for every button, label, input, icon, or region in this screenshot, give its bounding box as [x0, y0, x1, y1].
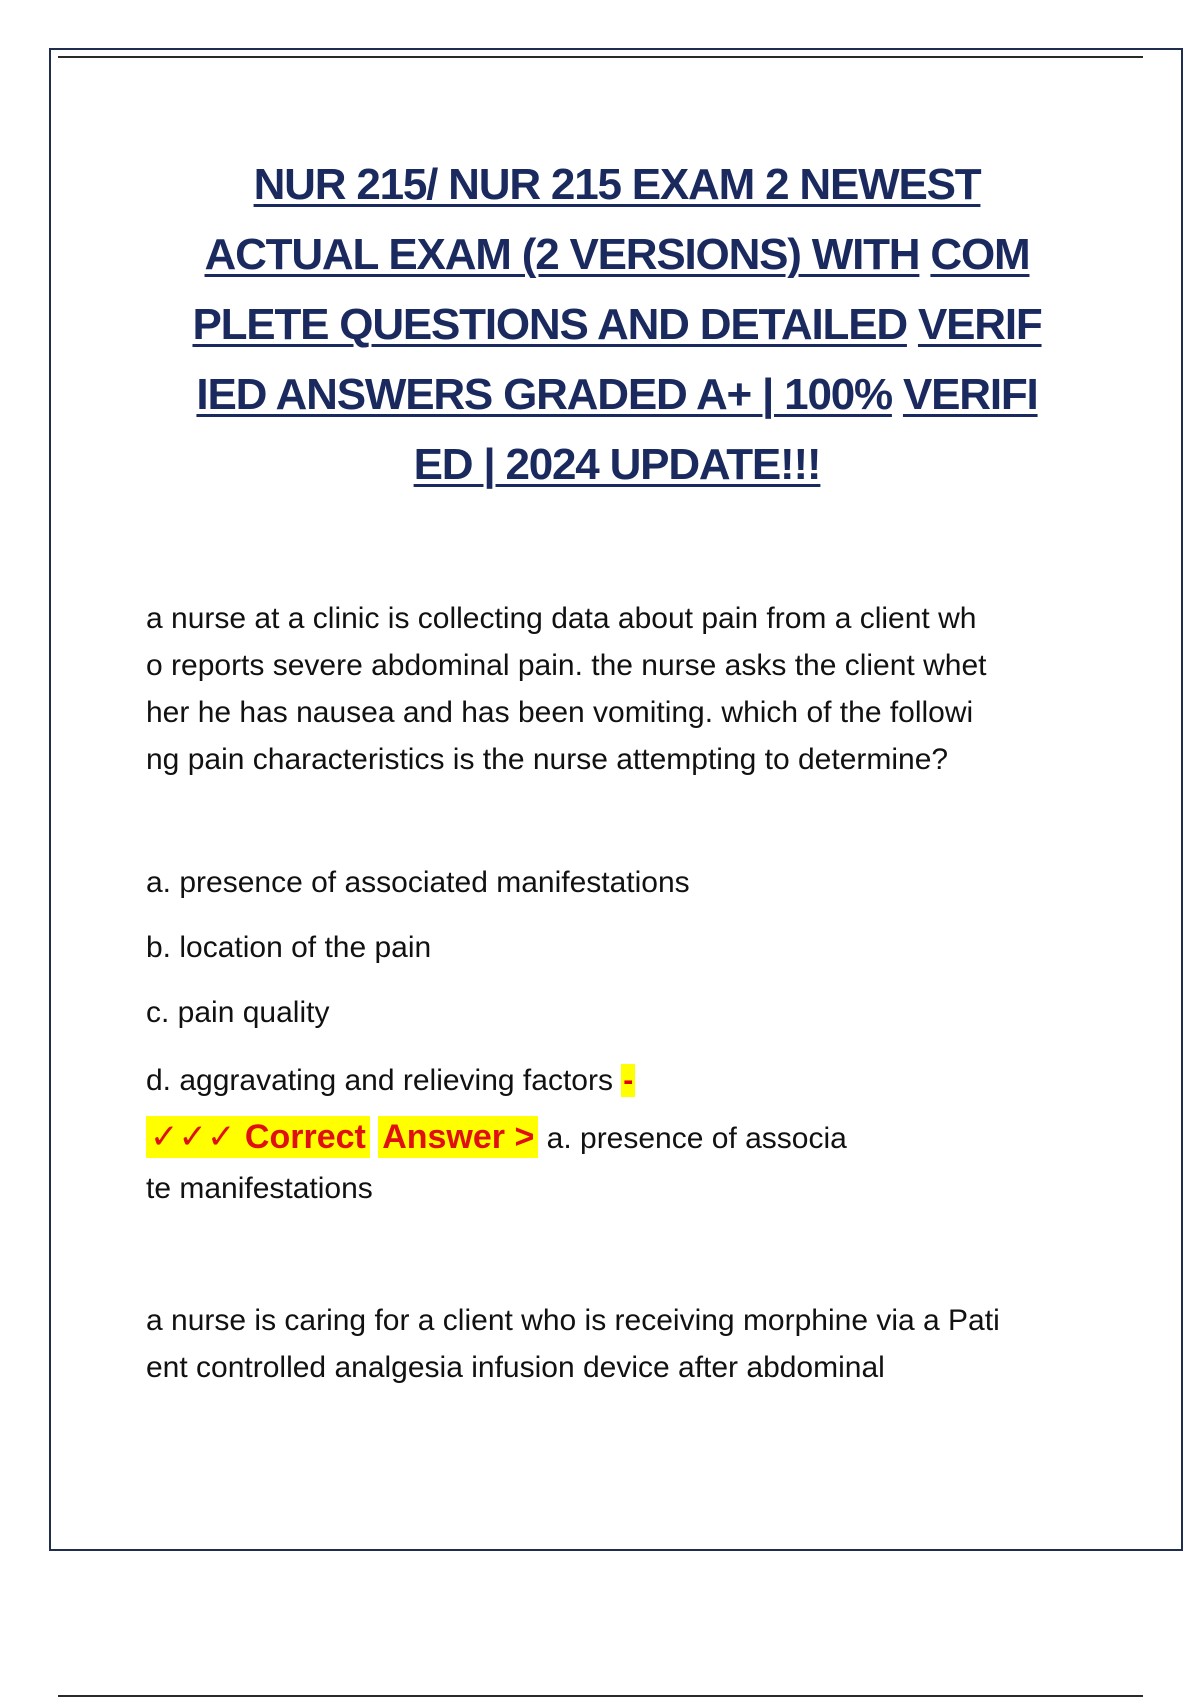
title-line-1: [150, 150, 1084, 220]
option-a: a. presence of associated manifestations: [146, 866, 690, 899]
correct-answer-label-1: ✓✓✓ Correct: [146, 1116, 370, 1158]
question-1-line: a nurse at a clinic is collecting data about pain from a client wh: [146, 602, 977, 635]
title-line-3-text-b: VERIF: [917, 300, 1042, 349]
title-line-1-text: NUR 215/ NUR 215 EXAM 2 NEWEST: [253, 160, 981, 209]
title-line-4: [150, 360, 1084, 430]
option-d: [146, 1064, 635, 1098]
title-line-2: [150, 220, 1084, 290]
correct-answer-label-2: Answer >: [378, 1116, 538, 1158]
title-line-3: [150, 290, 1084, 360]
option-d-text: d. aggravating and relieving factors: [146, 1064, 613, 1097]
question-1-line: ng pain characteristics is the nurse attempting to determine?: [146, 743, 949, 776]
answer-dash: -: [623, 1064, 634, 1097]
question-2-text: [146, 1297, 1106, 1391]
question-2-line: a nurse is caring for a client who is receiving morphine via a Pati: [146, 1304, 1000, 1337]
question-1-line: her he has nausea and has been vomiting. which of the followi: [146, 696, 974, 729]
title-line-3-text-a: PLETE QUESTIONS AND DETAILED: [192, 300, 907, 349]
bottom-rule: [58, 1695, 1143, 1697]
question-2-line: ent controlled analgesia infusion device after abdominal: [146, 1351, 885, 1384]
question-1-text: [146, 595, 1106, 783]
question-1-line: o reports severe abdominal pain. the nurse asks the client whet: [146, 649, 987, 682]
correct-answer-text-2: te manifestations: [146, 1172, 373, 1205]
option-c: c. pain quality: [146, 996, 330, 1029]
title-line-5-text: ED | 2024 UPDATE!!!: [413, 440, 821, 489]
correct-answer-text-1: a. presence of associa: [546, 1122, 847, 1155]
title-line-5: [150, 430, 1084, 500]
title-line-4-text-a: IED ANSWERS GRADED A+ | 100%: [196, 370, 892, 419]
title-line-4-text-b: VERIFI: [902, 370, 1038, 419]
document-title: [150, 150, 1084, 500]
title-line-2-text-a: ACTUAL EXAM (2 VERSIONS) WITH: [204, 230, 920, 279]
correct-answer-continuation: [146, 1172, 1106, 1206]
correct-answer-line: [146, 1117, 1106, 1157]
option-b: b. location of the pain: [146, 931, 432, 964]
title-line-2-text-b: COM: [930, 230, 1030, 279]
